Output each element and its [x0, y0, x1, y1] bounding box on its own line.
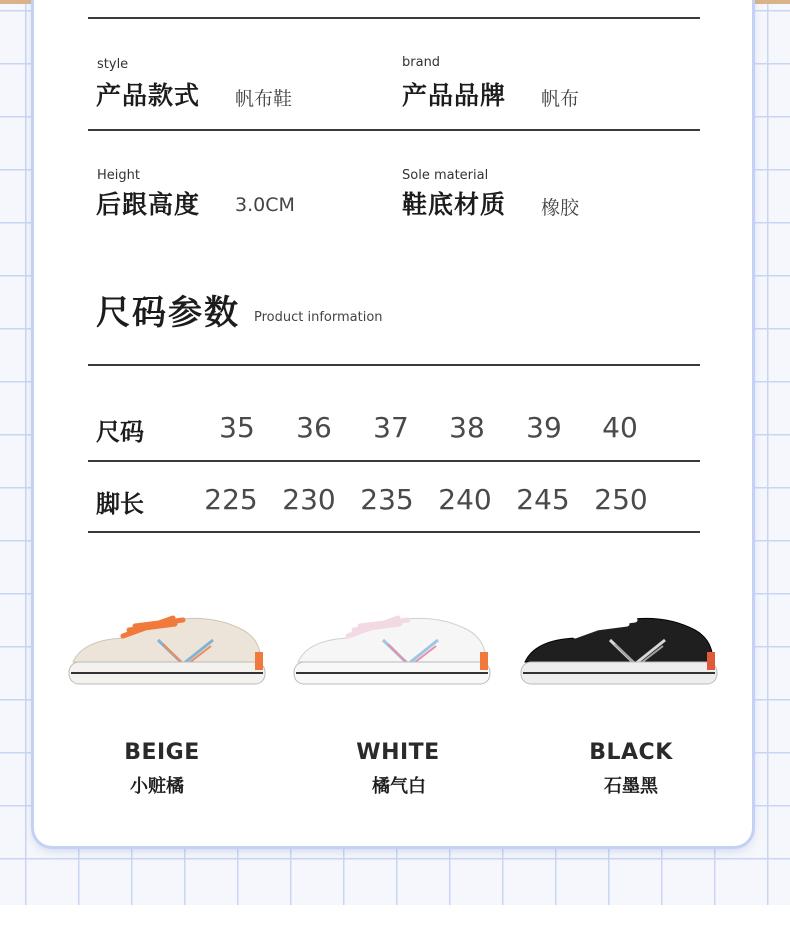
foot-length-row-label: 脚长: [96, 490, 144, 518]
foot-length-cell: 235: [360, 483, 414, 516]
white-color-cn: 橘气白: [372, 776, 426, 797]
shoe-sole-line: [296, 672, 488, 674]
sole-value: 橡胶: [541, 197, 580, 219]
shoe-heel-tab: [480, 652, 488, 670]
black-shoe-image: [515, 600, 725, 710]
white-color-en: WHITE: [356, 740, 440, 765]
divider-table-top: [88, 364, 700, 366]
shoe-heel-tab: [255, 652, 263, 670]
divider-specs-1: [88, 129, 700, 131]
size-cell: 40: [602, 411, 638, 444]
shoe-sole-line: [523, 672, 715, 674]
size-section-subtitle: Product information: [254, 310, 383, 325]
foot-length-cell: 225: [204, 483, 258, 516]
size-cell: 38: [449, 411, 485, 444]
shoe-heel-tab: [707, 652, 715, 670]
size-cell: 39: [526, 411, 562, 444]
size-cell: 37: [373, 411, 409, 444]
divider-top: [88, 17, 700, 19]
style-value: 帆布鞋: [235, 88, 293, 110]
brand-en-label: brand: [402, 55, 441, 70]
size-cell: 35: [219, 411, 255, 444]
height-value: 3.0CM: [235, 194, 295, 216]
foot-length-cell: 230: [282, 483, 336, 516]
black-color-cn: 石墨黑: [604, 776, 658, 797]
brand-cn-label: 产品品牌: [402, 81, 507, 110]
sole-cn-label: 鞋底材质: [402, 190, 507, 219]
bottom-strip: [0, 905, 790, 930]
beige-shoe-image: [63, 600, 273, 710]
size-row-label: 尺码: [96, 418, 144, 446]
height-en-label: Height: [97, 168, 140, 183]
beige-color-cn: 小赃橘: [130, 776, 184, 797]
style-en-label: style: [97, 57, 129, 72]
divider-table-bottom: [88, 531, 700, 533]
style-cn-label: 产品款式: [96, 81, 201, 110]
foot-length-cell: 250: [594, 483, 648, 516]
shoe-sole-line: [71, 672, 263, 674]
size-section-title: 尺码参数: [96, 293, 240, 333]
divider-table-mid: [88, 460, 700, 462]
brand-value: 帆布: [541, 88, 580, 110]
foot-length-cell: 240: [438, 483, 492, 516]
height-cn-label: 后跟高度: [96, 190, 201, 219]
sole-en-label: Sole material: [402, 168, 489, 183]
size-cell: 36: [296, 411, 332, 444]
black-color-en: BLACK: [589, 740, 673, 765]
white-shoe-image: [288, 600, 498, 710]
beige-color-en: BEIGE: [124, 740, 200, 765]
foot-length-cell: 245: [516, 483, 570, 516]
